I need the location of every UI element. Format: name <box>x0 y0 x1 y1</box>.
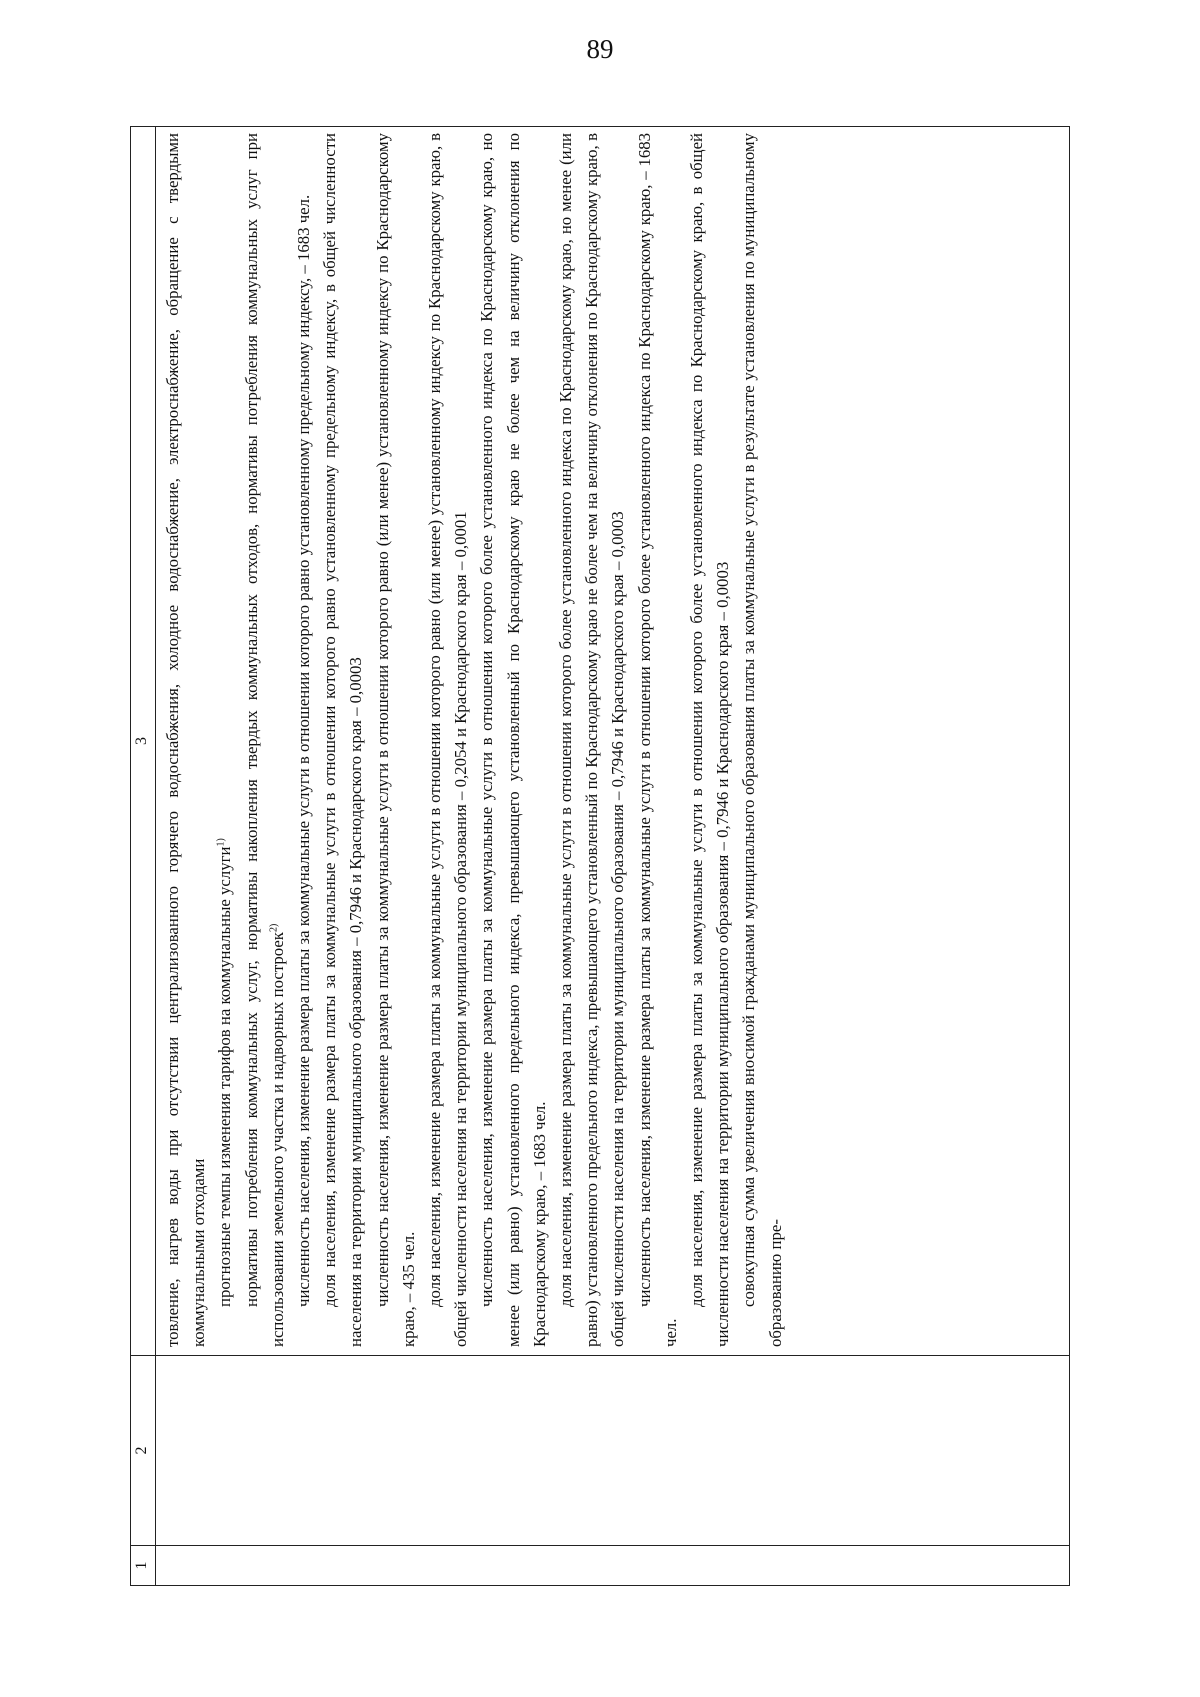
footnote-marker: 1) <box>215 838 227 847</box>
paragraph-text: прогнозные темпы изменения тарифов на коммунальные услуги <box>215 846 235 1307</box>
paragraph <box>553 133 632 1347</box>
column-2-cell <box>156 1356 1070 1546</box>
column-1-cell <box>156 1546 1070 1586</box>
paragraph-text: численность населения, изменение размера платы за коммунальные услуги в отношении которого равно (или менее) установленному индексу по Краснодарскому краю, – 435 чел. <box>372 133 418 1347</box>
paragraph <box>370 133 422 1347</box>
paragraph <box>291 133 317 1347</box>
paragraph-list <box>160 133 789 1347</box>
indicators-table <box>130 126 1070 1586</box>
column-header-1: 1 <box>131 1546 156 1586</box>
paragraph <box>632 133 684 1347</box>
paragraph-text: доля населения, изменение размера платы за коммунальные услуги в отношении которого равно (или менее) установленному индексу по Краснодарскому краю, в общей численности населения на территории муниципального образования – 0,2054 и Краснодарского края – 0,0001 <box>425 133 471 1347</box>
paragraph <box>422 133 474 1347</box>
paragraph-text: численность населения, изменение размера платы за коммунальные услуги в отношении которого равно установленному предельному индексу, – 1683 чел. <box>294 194 314 1307</box>
paragraph-text: нормативы потребления коммунальных услуг, нормативы накопления твердых коммунальных отходов, нормативы потребления коммунальных услуг при использовании земельного участка и надворных построек <box>241 133 287 1347</box>
paragraph-text: доля населения, изменение размера платы за коммунальные услуги в отношении которого более установленного индекса по Краснодарскому краю, но менее (или равно) установленного предельного индекса, превышающего установленный по Краснодарскому краю не более чем на величину отклонения по Краснодарскому краю, в общей численности населения на территории муниципального образования – 0,7946 и Краснодарского края – 0,0003 <box>556 133 628 1347</box>
column-header-2: 2 <box>131 1356 156 1546</box>
rotated-table-frame <box>130 126 1070 1586</box>
paragraph-text: доля населения, изменение размера платы за коммунальные услуги в отношении которого равно установленному предельному индексу, в общей численности населения на территории муниципального образования – 0,7946 и Краснодарского края – 0,0003 <box>320 133 366 1347</box>
paragraph-text: численность населения, изменение размера платы за коммунальные услуги в отношении которого более установленного индекса по Краснодарскому краю, но менее (или равно) установленного предельного индекса, превышающего установленный по Краснодарскому краю не более чем на величину отклонения по Краснодарскому краю, – 1683 чел. <box>477 133 549 1347</box>
paragraph-text: товление, нагрев воды при отсутствии централизованного горячего водоснабжения, холодное водоснабжение, электроснабжение, обращение с твердыми коммунальными отходами <box>163 133 209 1347</box>
column-3-cell <box>156 127 1070 1356</box>
paragraph <box>684 133 736 1347</box>
paragraph <box>736 133 788 1347</box>
footnote-marker: 2) <box>268 923 280 933</box>
paragraph <box>160 133 212 1347</box>
paragraph <box>474 133 553 1347</box>
table-header-row <box>131 127 156 1586</box>
page-number: 89 <box>586 34 614 64</box>
paragraph <box>239 133 291 1347</box>
table-row <box>156 127 1070 1586</box>
paragraph-text: совокупная сумма увеличения вносимой гражданами муниципального образования платы за коммунальные услуги в результате установления по муниципальному образованию пре- <box>739 133 785 1347</box>
paragraph-text: доля населения, изменение размера платы за коммунальные услуги в отношении которого более установленного индекса по Краснодарскому краю, в общей численности населения на территории муниципального образования – 0,7946 и Краснодарского края – 0,0003 <box>687 133 733 1347</box>
paragraph <box>317 133 369 1347</box>
column-header-3: 3 <box>131 127 156 1356</box>
paragraph <box>212 133 238 1347</box>
paragraph-text: численность населения, изменение размера платы за коммунальные услуги в отношении которого более установленного индекса по Краснодарскому краю, – 1683 чел. <box>634 133 680 1347</box>
